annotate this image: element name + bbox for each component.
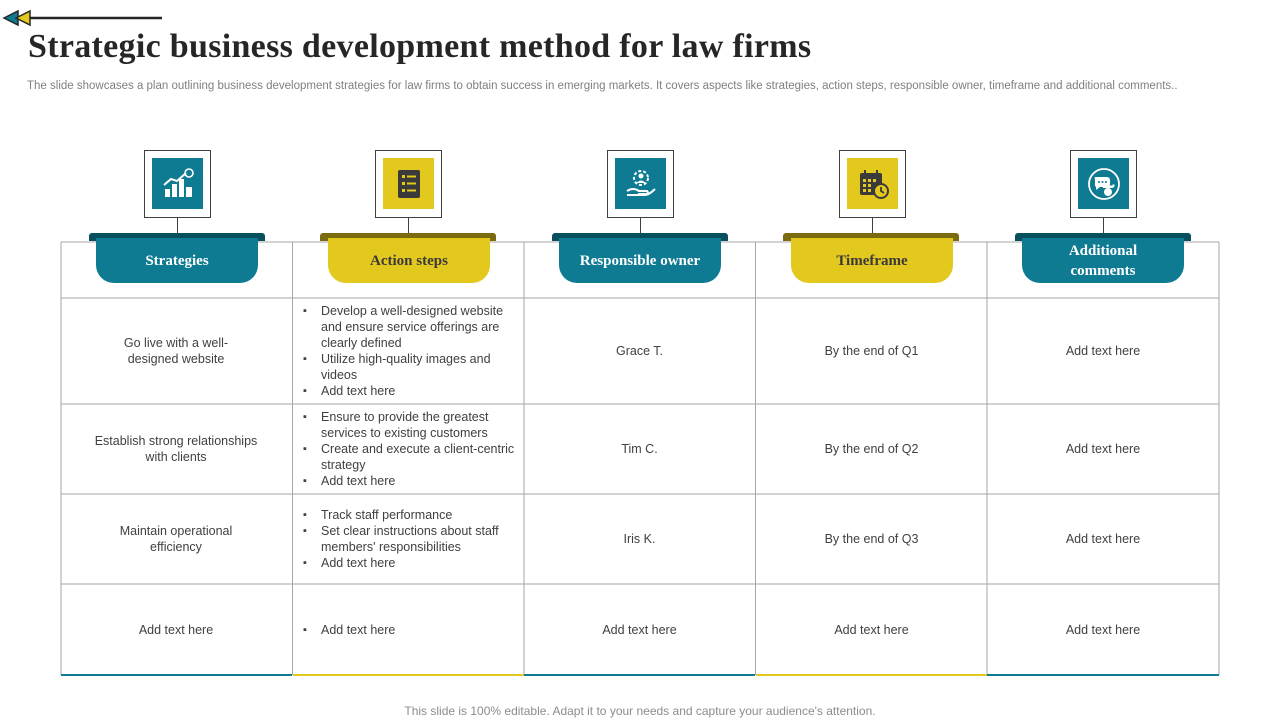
row3-owner: Iris K. [623,532,656,546]
action-item: ▪ Track staff performance [321,507,518,523]
timeframe-icon-box [839,150,906,218]
row3-actions [293,494,524,584]
header-timeframe: Timeframe [791,238,953,283]
action-item: ▪ Add text here [321,555,518,571]
row2-comments: Add text here [1065,442,1141,456]
row4-timeframe: Add text here [834,622,909,637]
header-strategies: Strategies [96,238,258,283]
page-title: Strategic business development method for law firms [28,28,812,65]
row1-timeframe: By the end of Q1 [824,344,919,358]
action-item: ▪ Create and execute a client-centric strategy [321,441,518,473]
action-list [293,507,524,571]
row1-actions [293,298,524,404]
page-subtitle: The slide showcases a plan outlining business development strategies for law firms to obtain success in emerging markets. It covers aspects like strategies, action steps, responsible owner, timeframe and additional comments.. [27,80,1178,92]
connector-line [1103,218,1104,233]
action-list [293,303,524,399]
calendar-clock-icon [856,167,890,201]
action-item: ▪ Utilize high-quality images and videos [321,351,518,383]
additional-comments-icon-box [1070,150,1137,218]
connector-line [408,218,409,233]
row2-actions [293,404,524,494]
action-list [293,409,524,489]
row4-owner: Add text here [602,622,677,637]
strategies-icon-box [144,150,211,218]
row1-strategy: Go live with a well-designed website [123,336,229,366]
action-item: ▪ Add text here [321,383,518,399]
header-action-steps: Action steps [328,238,490,283]
header-additional-comments: Additional comments [1022,238,1184,283]
team-hand-icon [624,167,658,201]
action-list [293,622,401,638]
connector-line [872,218,873,233]
footer-note: This slide is 100% editable. Adapt it to your needs and capture your audience's attention. [404,704,876,718]
growth-chart-icon [161,167,195,201]
chat-bubbles-icon [1087,167,1121,201]
action-item: ▪ Ensure to provide the greatest services to existing customers [321,409,518,441]
connector-line [177,218,178,233]
action-item: ▪ Set clear instructions about staff members' responsibilities [321,523,518,555]
row3-timeframe: By the end of Q3 [824,532,919,546]
row3-comments: Add text here [1065,532,1141,546]
row2-timeframe: By the end of Q2 [824,442,919,456]
action-item: ▪ Add text here [321,473,518,489]
checklist-icon [392,167,426,201]
connector-line [640,218,641,233]
row1-comments: Add text here [1065,344,1141,358]
row3-strategy: Maintain operational efficiency [119,524,233,554]
row4-strategy: Add text here [138,622,214,637]
action-item: ▪ Develop a well-designed website and ensure service offerings are clearly defined [321,303,518,351]
row4-actions [293,584,524,675]
action-item: ▪ Add text here [321,622,395,638]
header-responsible-owner: Responsible owner [559,238,721,283]
action-steps-icon-box [375,150,442,218]
row2-owner: Tim C. [621,442,658,456]
row4-comments: Add text here [1065,622,1141,637]
row2-strategy: Establish strong relationships with clients [94,434,258,464]
responsible-owner-icon-box [607,150,674,218]
row1-owner: Grace T. [615,344,663,358]
